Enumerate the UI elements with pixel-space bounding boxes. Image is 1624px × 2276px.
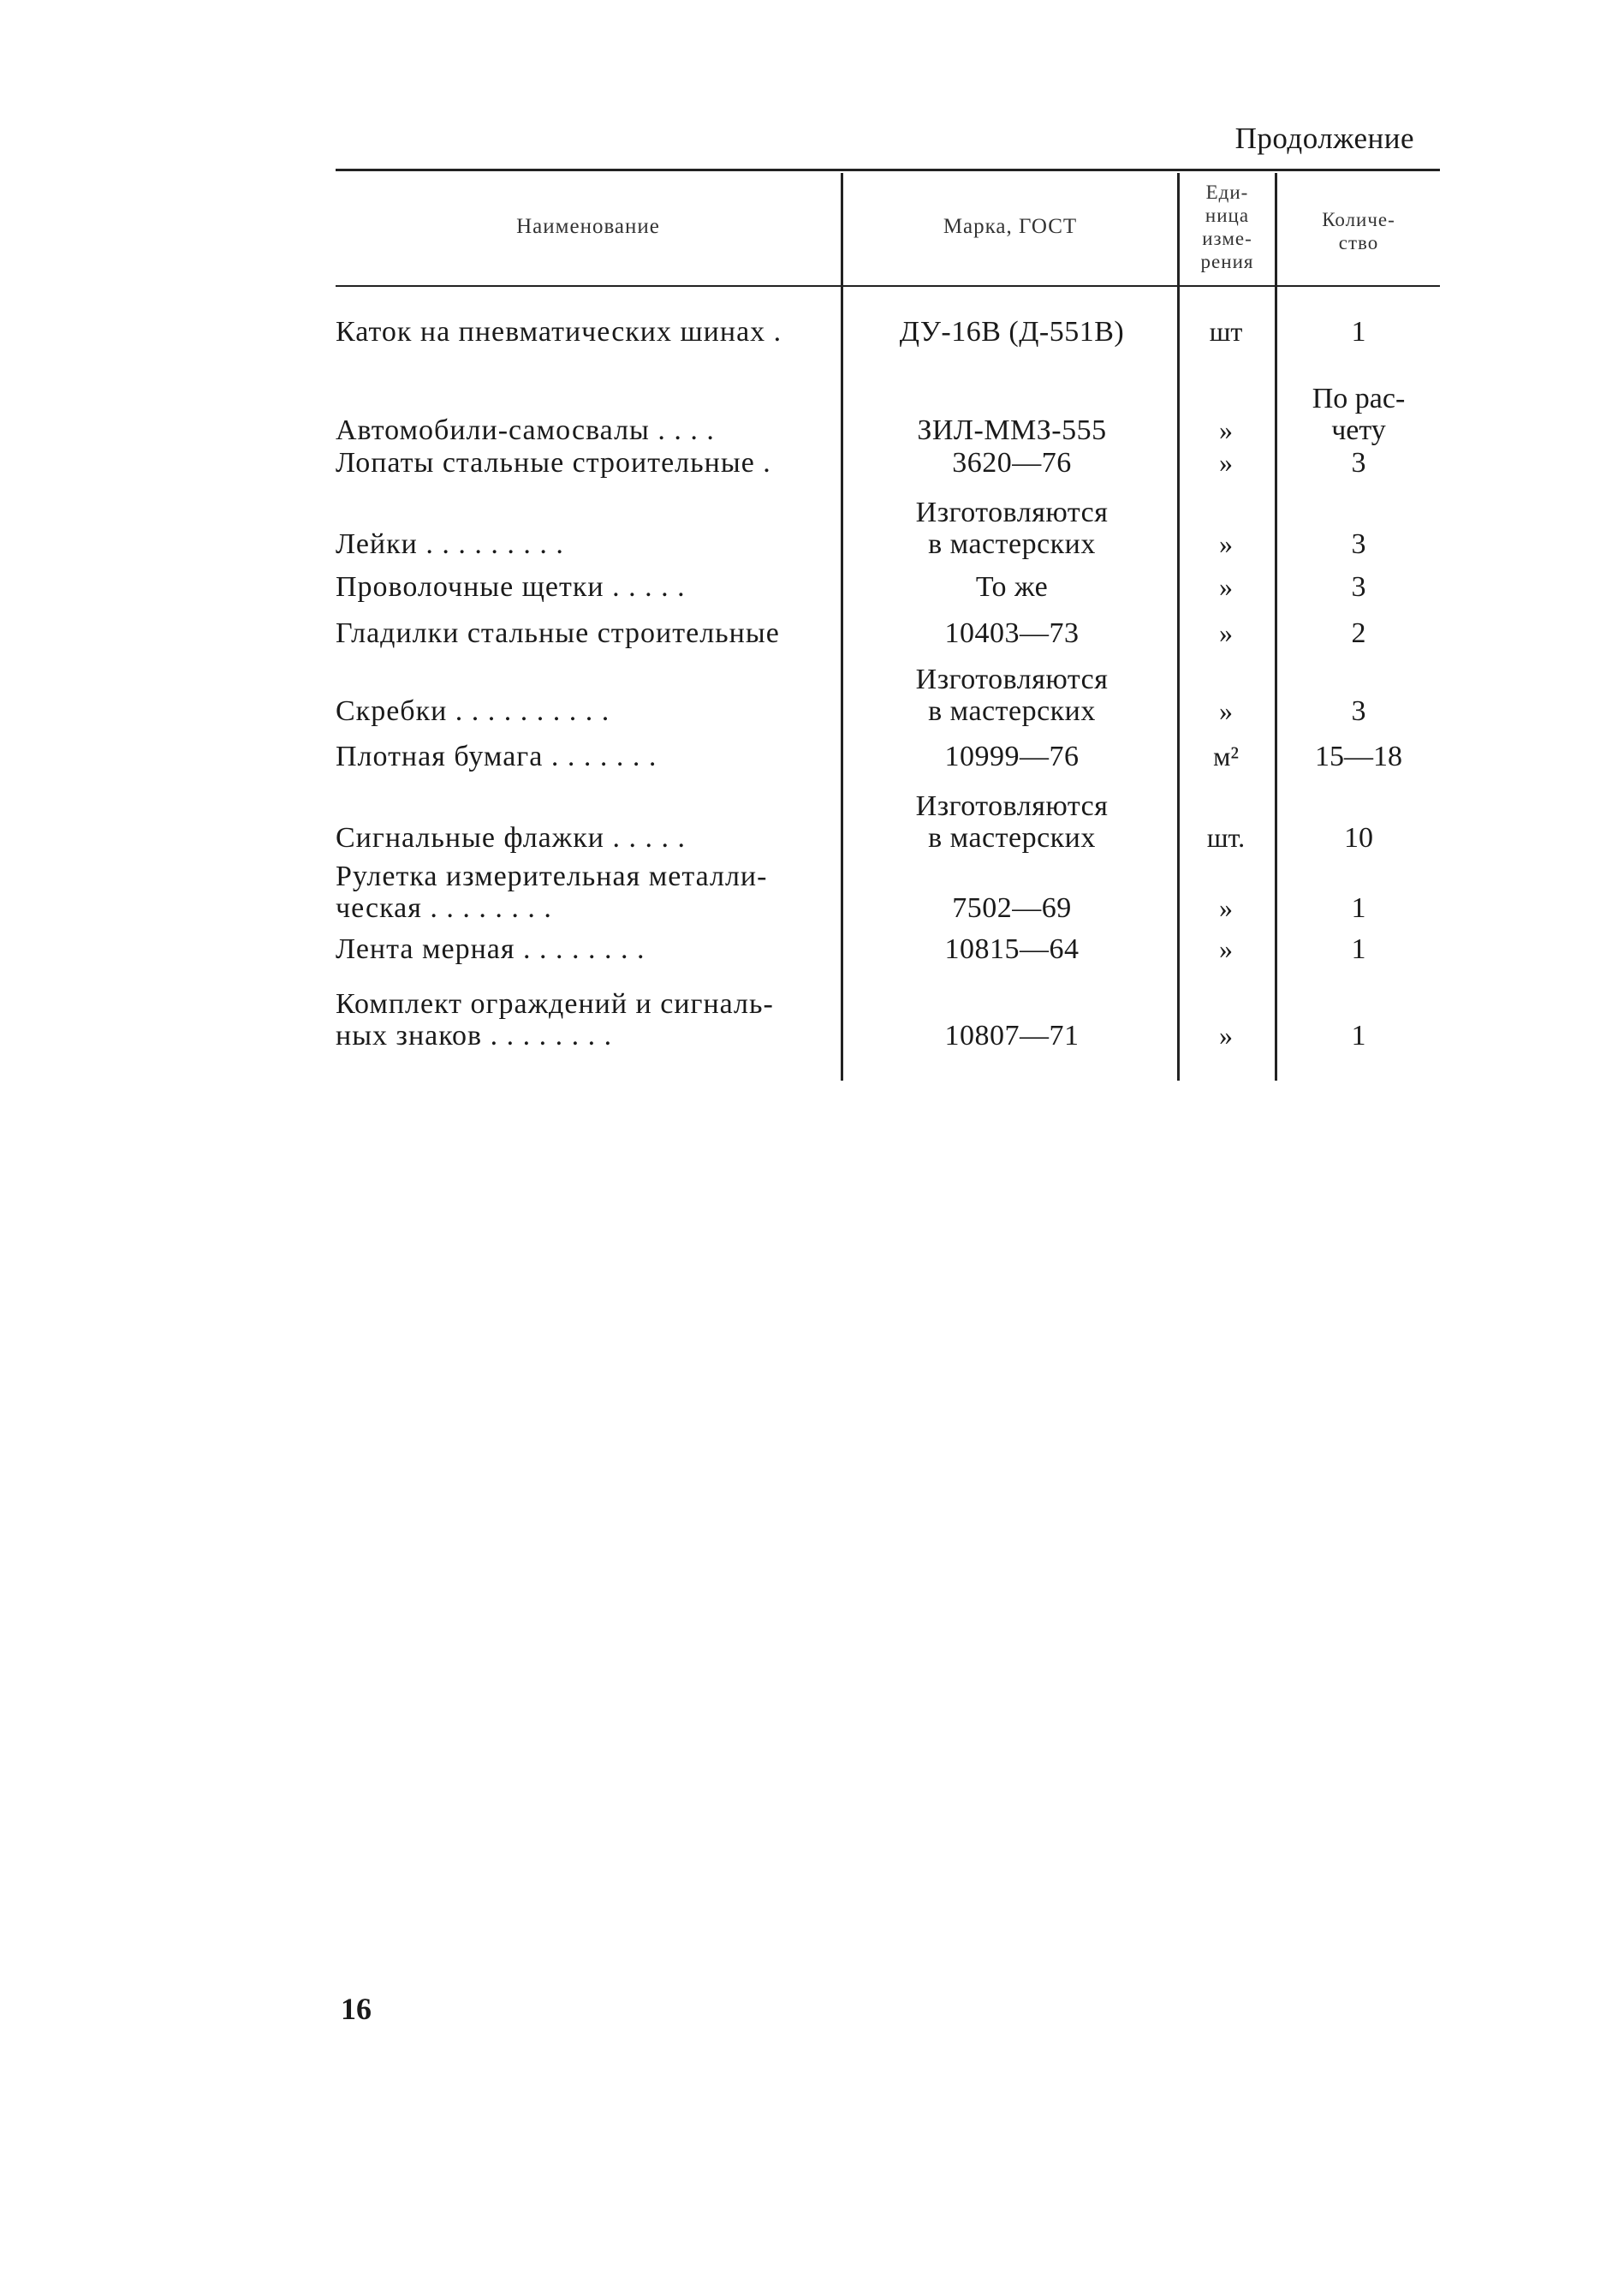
item-name-line: Автомобили-самосвалы . . . . xyxy=(336,414,715,446)
item-mark-line: То же xyxy=(975,571,1049,603)
item-mark xyxy=(849,664,1175,727)
item-unit: » xyxy=(1219,447,1233,478)
item-quantity-line: 2 xyxy=(1351,617,1366,649)
column-divider xyxy=(841,173,843,1081)
item-mark xyxy=(849,933,1175,965)
item-mark xyxy=(849,1020,1175,1052)
item-quantity xyxy=(1277,741,1440,772)
item-mark-line: ДУ-16В (Д-551В) xyxy=(899,316,1125,348)
item-quantity-line: 3 xyxy=(1351,571,1366,603)
item-mark-line: 10807—71 xyxy=(944,1020,1080,1052)
item-name-line: Каток на пневматических шинах . xyxy=(336,316,782,348)
item-name xyxy=(336,695,832,727)
item-mark-line: 10815—64 xyxy=(944,933,1080,965)
item-quantity-line: 15—18 xyxy=(1315,741,1402,772)
item-mark xyxy=(849,316,1175,348)
header-mark: Марка, ГОСТ xyxy=(943,215,1078,238)
header-line: Еди- xyxy=(1205,182,1249,203)
header-line: рения xyxy=(1200,251,1254,272)
item-unit: » xyxy=(1219,933,1233,964)
item-quantity-line: 1 xyxy=(1351,316,1366,348)
item-name xyxy=(336,988,832,1052)
item-quantity xyxy=(1277,316,1440,348)
item-quantity xyxy=(1277,447,1440,479)
header-name: Наименование xyxy=(516,215,660,238)
item-name xyxy=(336,528,832,560)
item-mark-line: Изготовляются xyxy=(915,497,1109,528)
item-quantity xyxy=(1277,571,1440,603)
item-quantity-line: 1 xyxy=(1351,933,1366,965)
item-unit: » xyxy=(1219,528,1233,559)
page-number: 16 xyxy=(341,1992,372,2026)
item-mark-line: 10403—73 xyxy=(944,617,1080,649)
item-name xyxy=(336,617,832,649)
item-name xyxy=(336,933,832,965)
item-mark xyxy=(849,741,1175,772)
item-name-line: Сигнальные флажки . . . . . xyxy=(336,822,686,854)
item-mark xyxy=(849,892,1175,924)
item-name xyxy=(336,447,832,479)
item-mark-line: в мастерских xyxy=(928,528,1096,560)
item-name-line: Лейки . . . . . . . . . xyxy=(336,528,564,560)
item-unit: м² xyxy=(1213,741,1239,772)
item-quantity-line: По рас- xyxy=(1312,383,1406,414)
item-name-line: ных знаков . . . . . . . . xyxy=(336,1020,613,1052)
item-name-line: Скребки . . . . . . . . . . xyxy=(336,695,610,727)
header-line: ство xyxy=(1338,232,1379,253)
item-unit: » xyxy=(1219,1020,1233,1051)
item-name-line: Рулетка измерительная металли- xyxy=(336,861,768,892)
item-mark-line: 3620—76 xyxy=(952,447,1072,479)
item-quantity xyxy=(1277,933,1440,965)
item-quantity xyxy=(1277,617,1440,649)
item-name xyxy=(336,741,832,772)
item-mark xyxy=(849,790,1175,854)
item-unit: » xyxy=(1219,414,1233,445)
item-mark xyxy=(849,414,1175,446)
item-mark-line: ЗИЛ-ММЗ-555 xyxy=(917,414,1107,446)
item-name xyxy=(336,822,832,854)
item-unit: шт. xyxy=(1206,822,1246,853)
item-mark xyxy=(849,447,1175,479)
table-top-rule xyxy=(336,169,1440,171)
item-quantity xyxy=(1277,892,1440,924)
item-quantity-line: 10 xyxy=(1344,822,1373,854)
item-mark xyxy=(849,571,1175,603)
item-mark xyxy=(849,497,1175,560)
item-mark-line: 10999—76 xyxy=(944,741,1080,772)
item-quantity xyxy=(1277,1020,1440,1052)
item-name-line: Комплект ограждений и сигналь- xyxy=(336,988,774,1020)
item-quantity xyxy=(1277,695,1440,727)
item-quantity-line: чету xyxy=(1331,414,1386,446)
item-name-line: Гладилки стальные строительные xyxy=(336,617,780,649)
item-unit: » xyxy=(1219,617,1233,648)
item-name xyxy=(336,316,832,348)
item-quantity-line: 3 xyxy=(1351,695,1366,727)
item-unit: » xyxy=(1219,892,1233,923)
header-unit xyxy=(1180,181,1275,273)
header-line: Количе- xyxy=(1322,209,1395,230)
item-quantity-line: 1 xyxy=(1351,1020,1366,1052)
item-mark-line: в мастерских xyxy=(928,695,1096,727)
item-unit: » xyxy=(1219,695,1233,726)
item-name-line: Проволочные щетки . . . . . xyxy=(336,571,686,603)
header-line: ница xyxy=(1205,205,1250,226)
item-name xyxy=(336,571,832,603)
item-unit: шт xyxy=(1209,316,1243,347)
item-name xyxy=(336,861,832,924)
item-quantity-line: 3 xyxy=(1351,528,1366,560)
item-name-line: Лопаты стальные строительные . xyxy=(336,447,771,479)
item-mark xyxy=(849,617,1175,649)
item-name-line: Лента мерная . . . . . . . . xyxy=(336,933,645,965)
item-name xyxy=(336,414,832,446)
item-quantity-line: 1 xyxy=(1351,892,1366,924)
item-quantity xyxy=(1277,822,1440,854)
item-mark-line: Изготовляются xyxy=(915,790,1109,822)
item-name-line: ческая . . . . . . . . xyxy=(336,892,552,924)
continuation-label: Продолжение xyxy=(1234,122,1414,155)
item-quantity xyxy=(1277,528,1440,560)
item-mark-line: 7502—69 xyxy=(952,892,1072,924)
header-quantity xyxy=(1277,208,1440,254)
item-mark-line: Изготовляются xyxy=(915,664,1109,695)
item-unit: » xyxy=(1219,571,1233,602)
item-mark-line: в мастерских xyxy=(928,822,1096,854)
item-name-line: Плотная бумага . . . . . . . xyxy=(336,741,657,772)
item-quantity xyxy=(1277,383,1440,446)
item-quantity-line: 3 xyxy=(1351,447,1366,479)
header-line: изме- xyxy=(1202,228,1252,249)
